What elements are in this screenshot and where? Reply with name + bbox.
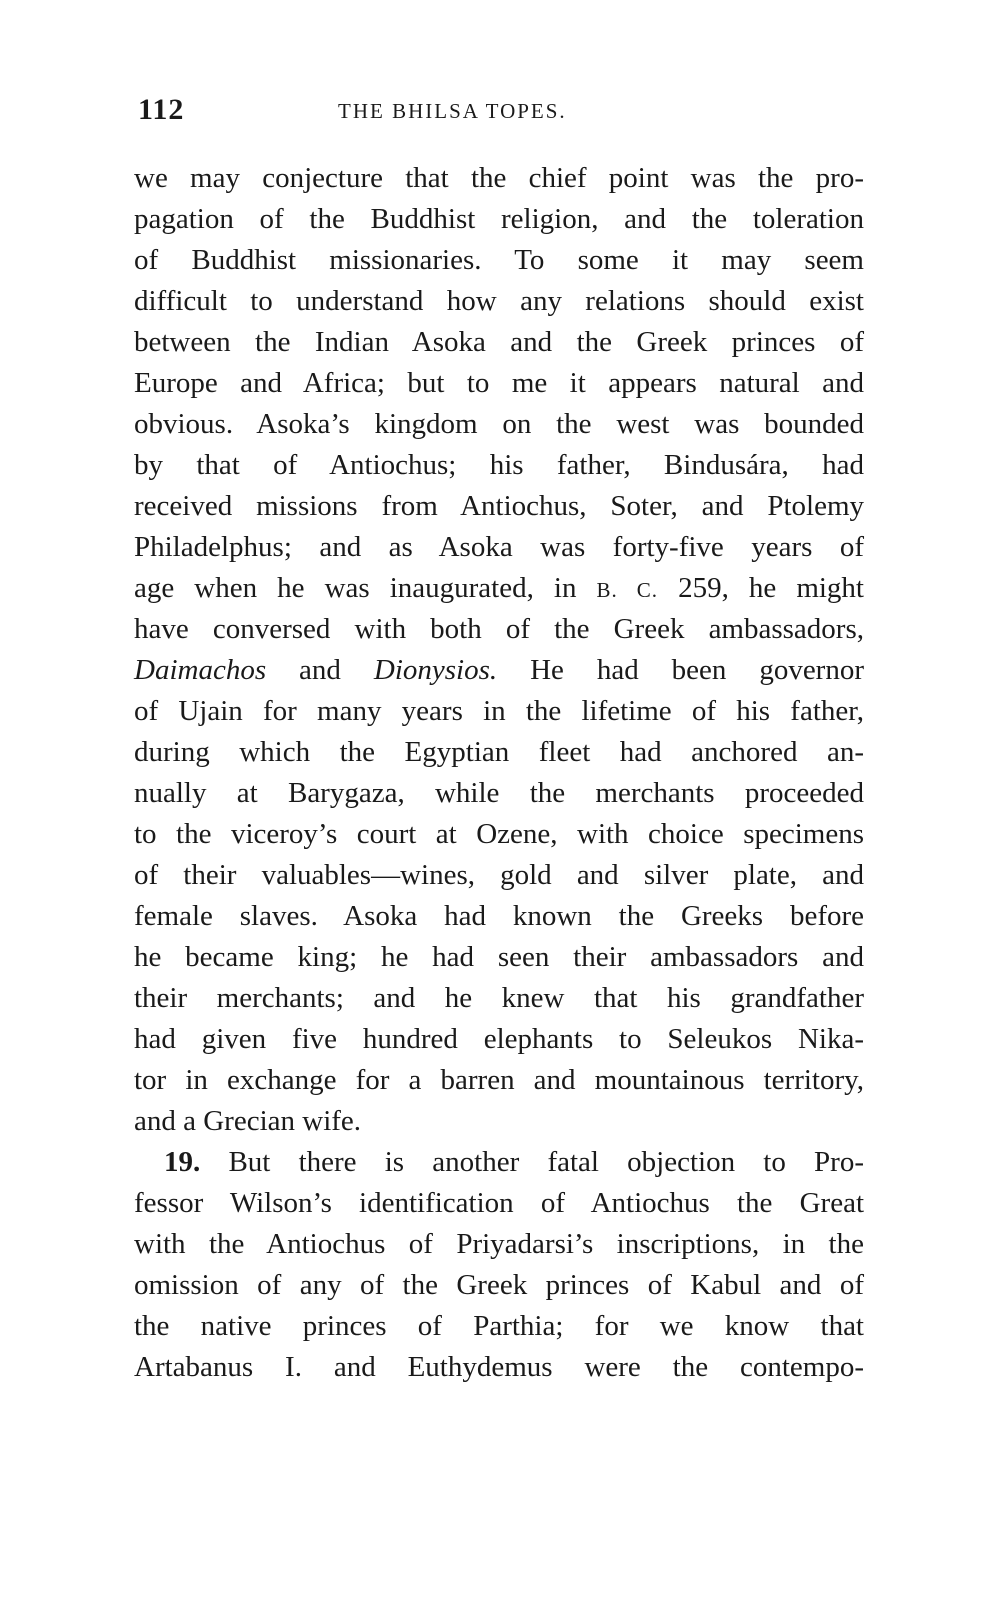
text-line [134, 650, 864, 691]
text-line: received missions from Antiochus, Soter, and Ptolemy [134, 490, 864, 522]
text-line: their merchants; and he knew that his grandfather [134, 982, 864, 1014]
text-line: with the Antiochus of Priyadarsi’s inscriptions, in the [134, 1228, 864, 1260]
text-line: nually at Barygaza, while the merchants proceeded [134, 777, 864, 809]
text-line: obvious. Asoka’s kingdom on the west was bounded [134, 408, 864, 440]
text-segment: He had been governor [497, 654, 865, 686]
text-segment: 259, he might [658, 572, 864, 604]
text-line: during which the Egyptian fleet had anchored an- [134, 736, 864, 768]
body-text [134, 158, 864, 1388]
text-line: of Ujain for many years in the lifetime of his father, [134, 695, 864, 727]
paragraph-number: 19. [164, 1146, 201, 1178]
text-segment: age when he was inaugurated, in [134, 572, 577, 604]
text-line: tor in exchange for a barren and mountainous territory, [134, 1064, 864, 1096]
text-line: of Buddhist missionaries. To some it may seem [134, 244, 864, 276]
text-line: have conversed with both of the Greek ambassadors, [134, 613, 864, 645]
text-line: Artabanus I. and Euthydemus were the contempo- [134, 1351, 864, 1383]
running-head [138, 93, 868, 133]
text-line: he became king; he had seen their ambassadors and [134, 941, 864, 973]
text-line: the native princes of Parthia; for we know that [134, 1310, 864, 1342]
text-line: fessor Wilson’s identification of Antiochus the Great [134, 1187, 864, 1219]
text-line: Europe and Africa; but to me it appears natural and [134, 367, 864, 399]
running-title: THE BHILSA TOPES. [338, 99, 567, 123]
text-segment: and [266, 654, 374, 686]
text-line: to the viceroy’s court at Ozene, with choice specimens [134, 818, 864, 850]
text-line: by that of Antiochus; his father, Bindusára, had [134, 449, 864, 481]
text-line: of their valuables—wines, gold and silver plate, and [134, 859, 864, 891]
text-line [134, 1142, 864, 1183]
text-line: omission of any of the Greek princes of Kabul and of [134, 1269, 864, 1301]
italic-name: Daimachos [134, 654, 267, 686]
text-line: we may conjecture that the chief point was the pro- [134, 162, 864, 194]
text-line: between the Indian Asoka and the Greek princes of [134, 326, 864, 358]
page-number: 112 [138, 93, 185, 126]
small-caps-bc: B. C. [596, 578, 659, 602]
text-line: pagation of the Buddhist religion, and the toleration [134, 203, 864, 235]
text-line [134, 568, 864, 609]
text-segment: But there is another fatal objection to Pro- [200, 1146, 864, 1178]
text-line: difficult to understand how any relations should exist [134, 285, 864, 317]
text-line: and a Grecian wife. [134, 1105, 362, 1137]
text-line: Philadelphus; and as Asoka was forty-five years of [134, 531, 864, 563]
italic-name: Dionysios. [373, 654, 498, 686]
text-line: female slaves. Asoka had known the Greeks before [134, 900, 864, 932]
text-line: had given five hundred elephants to Seleukos Nika- [134, 1023, 864, 1055]
